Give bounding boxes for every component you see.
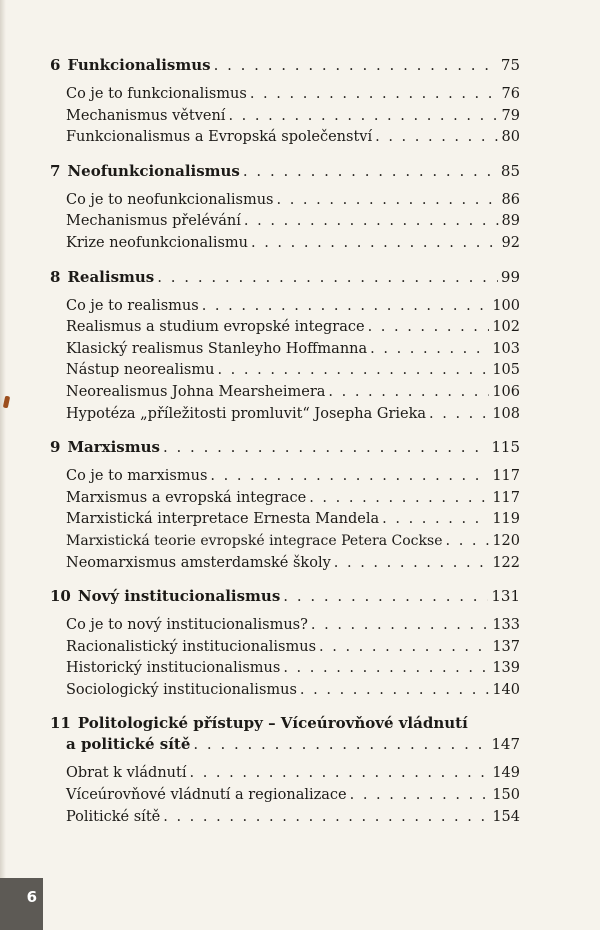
section-title: Historický institucionalismus bbox=[66, 660, 281, 677]
section-entry bbox=[50, 127, 520, 149]
dot-leader bbox=[309, 488, 489, 510]
dot-leader bbox=[300, 680, 489, 702]
dot-leader bbox=[445, 531, 489, 553]
dot-leader bbox=[157, 267, 498, 288]
section-entry bbox=[50, 317, 520, 339]
chapter-title: Neofunkcionalismus bbox=[67, 161, 240, 180]
section-entry bbox=[50, 658, 520, 680]
section-title: Realismus a studium evropské integrace bbox=[66, 319, 365, 336]
chapter-heading-continued bbox=[50, 734, 520, 755]
section-entry bbox=[50, 637, 520, 659]
page-number: 140 bbox=[492, 681, 520, 698]
page-number: 115 bbox=[491, 438, 520, 457]
section-entry bbox=[50, 509, 520, 531]
page-number: 102 bbox=[492, 319, 520, 336]
section-title: Co je to funkcionalismus bbox=[66, 86, 247, 102]
page-number: 117 bbox=[492, 468, 520, 485]
dot-leader bbox=[382, 509, 489, 531]
section-entry bbox=[50, 190, 520, 212]
chapter-number: 6 bbox=[50, 56, 61, 74]
dot-leader bbox=[244, 211, 499, 233]
page-number: 99 bbox=[500, 267, 520, 286]
chapter-title: Nový institucionalismus bbox=[77, 587, 281, 606]
dot-leader bbox=[283, 586, 488, 607]
dot-leader bbox=[375, 127, 498, 149]
dot-leader bbox=[429, 404, 489, 426]
section-entry bbox=[50, 680, 520, 702]
page-number: 108 bbox=[492, 405, 520, 422]
section-entry bbox=[50, 211, 520, 233]
dot-leader bbox=[214, 55, 498, 76]
dot-leader bbox=[251, 233, 499, 255]
section-entry bbox=[50, 488, 520, 510]
page-number: 147 bbox=[491, 735, 520, 754]
section-title: Co je to realismus bbox=[66, 297, 199, 314]
dot-leader bbox=[228, 106, 498, 128]
chapter-7 bbox=[50, 161, 520, 255]
ink-mark bbox=[3, 396, 10, 409]
chapter-title: Marxismus bbox=[67, 438, 160, 457]
dot-leader bbox=[319, 637, 489, 659]
chapter-8 bbox=[50, 267, 520, 426]
page-number: 131 bbox=[491, 587, 520, 606]
section-title: Obrat k vládnutí bbox=[66, 765, 187, 782]
section-title: Nástup neorealismu bbox=[66, 362, 215, 379]
dot-leader bbox=[368, 317, 490, 339]
page-number: 137 bbox=[492, 638, 520, 655]
dot-leader bbox=[202, 296, 490, 318]
section-title: Co je to neofunkcionalismus bbox=[66, 191, 274, 208]
page-number: 119 bbox=[492, 511, 520, 528]
chapter-title: Realismus bbox=[67, 267, 155, 286]
chapter-9 bbox=[50, 437, 520, 574]
section-title: Hypotéza „příležitosti promluvit“ Josepha Grieka bbox=[66, 405, 427, 422]
section-title: Neomarxismus amsterdamské školy bbox=[66, 554, 331, 571]
page-number: 122 bbox=[492, 554, 520, 571]
section-entry bbox=[50, 360, 520, 382]
chapter-title-line-1: Politologické přístupy – Víceúrovňové vládnutí bbox=[77, 714, 468, 733]
section-title: Co je to nový institucionalismus? bbox=[66, 617, 308, 634]
chapter-heading bbox=[50, 267, 520, 288]
page-number: 92 bbox=[501, 234, 520, 251]
chapter-10 bbox=[50, 586, 520, 701]
dot-leader bbox=[334, 553, 490, 575]
dot-leader bbox=[328, 382, 489, 404]
page-number: 139 bbox=[492, 660, 520, 677]
dot-leader bbox=[189, 763, 489, 785]
dot-leader bbox=[163, 807, 489, 829]
chapter-title-line-2: a politické sítě bbox=[66, 735, 191, 754]
dot-leader bbox=[193, 734, 488, 755]
dot-leader bbox=[217, 360, 489, 382]
section-entry bbox=[50, 615, 520, 637]
page-number: 117 bbox=[492, 489, 520, 506]
chapter-11 bbox=[50, 713, 520, 828]
section-title: Funkcionalismus a Evropská společenství bbox=[66, 129, 373, 146]
section-title: Neorealismus Johna Mearsheimera bbox=[66, 383, 326, 400]
section-title: Politické sítě bbox=[66, 808, 161, 825]
chapter-heading bbox=[50, 437, 520, 458]
folio-number: 6 bbox=[26, 888, 37, 906]
page-number: 86 bbox=[501, 191, 520, 208]
section-entry bbox=[50, 531, 520, 553]
chapter-heading bbox=[50, 161, 520, 182]
page-number: 100 bbox=[492, 297, 520, 314]
chapter-6 bbox=[50, 55, 520, 149]
page-number: 150 bbox=[492, 787, 520, 804]
section-entry bbox=[50, 763, 520, 785]
page-number: 85 bbox=[500, 161, 520, 180]
chapter-number: 10 bbox=[50, 587, 71, 606]
dot-leader bbox=[276, 190, 498, 212]
chapter-heading bbox=[50, 586, 520, 607]
page-number: 106 bbox=[492, 383, 520, 400]
page-number: 80 bbox=[501, 129, 520, 146]
page-number: 120 bbox=[492, 532, 520, 549]
section-entry bbox=[50, 382, 520, 404]
dot-leader bbox=[243, 161, 498, 182]
chapter-number: 11 bbox=[50, 714, 71, 733]
section-entry bbox=[50, 466, 520, 488]
chapter-number: 8 bbox=[50, 267, 61, 286]
section-entry bbox=[50, 106, 520, 128]
dot-leader bbox=[163, 437, 488, 458]
section-entry bbox=[50, 84, 520, 106]
page-number: 89 bbox=[501, 213, 520, 230]
chapter-title: Funkcionalismus bbox=[67, 56, 211, 74]
section-title: Mechanismus větvení bbox=[66, 107, 226, 124]
table-of-contents bbox=[50, 55, 520, 840]
dot-leader bbox=[311, 615, 489, 637]
section-entry bbox=[50, 339, 520, 361]
chapter-heading bbox=[50, 713, 520, 734]
page-number: 154 bbox=[492, 808, 520, 825]
chapter-heading bbox=[50, 55, 520, 76]
section-title: Klasický realismus Stanleyho Hoffmanna bbox=[66, 340, 368, 357]
section-entry bbox=[50, 296, 520, 318]
section-title: Marxistická teorie evropské integrace Petera Cockse bbox=[66, 532, 443, 549]
section-title: Krize neofunkcionalismu bbox=[66, 234, 248, 251]
section-entry bbox=[50, 404, 520, 426]
dot-leader bbox=[210, 466, 489, 488]
page-number: 76 bbox=[501, 86, 520, 102]
page-edge bbox=[0, 0, 6, 930]
section-title: Víceúrovňové vládnutí a regionalizace bbox=[66, 787, 347, 804]
section-title: Sociologický institucionalismus bbox=[66, 681, 297, 698]
page-number: 105 bbox=[492, 362, 520, 379]
section-title: Mechanismus přelévání bbox=[66, 213, 241, 230]
section-title: Racionalistický institucionalismus bbox=[66, 638, 317, 655]
section-entry bbox=[50, 807, 520, 829]
section-entry bbox=[50, 553, 520, 575]
page-number: 149 bbox=[492, 765, 520, 782]
dot-leader bbox=[350, 785, 490, 807]
dot-leader bbox=[250, 84, 499, 106]
page-number: 133 bbox=[492, 617, 520, 634]
section-title: Marxistická interpretace Ernesta Mandela bbox=[66, 511, 380, 528]
folio-page-number bbox=[0, 878, 43, 930]
chapter-number: 9 bbox=[50, 438, 61, 457]
page-number: 103 bbox=[492, 340, 520, 357]
chapter-number: 7 bbox=[50, 161, 61, 180]
section-entry bbox=[50, 233, 520, 255]
section-title: Co je to marxismus bbox=[66, 468, 208, 485]
page-number: 79 bbox=[501, 107, 520, 124]
section-entry bbox=[50, 785, 520, 807]
dot-leader bbox=[370, 339, 489, 361]
page-number: 75 bbox=[500, 56, 520, 74]
section-title: Marxismus a evropská integrace bbox=[66, 489, 307, 506]
dot-leader bbox=[283, 658, 489, 680]
